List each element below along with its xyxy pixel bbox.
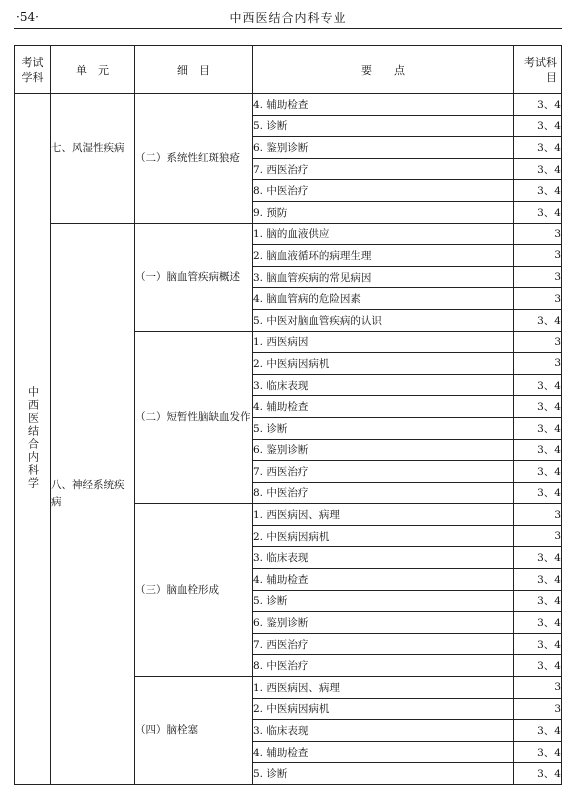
- item-name: （三）脑血栓形成: [135, 583, 219, 596]
- point-text: 3. 临床表现: [253, 547, 514, 569]
- point-text: 1. 脑的血液供应: [253, 223, 514, 245]
- point-text: 5. 诊断: [253, 115, 514, 137]
- exam-level: 3、4: [514, 590, 562, 612]
- column-header-level: 考试科目: [514, 46, 562, 94]
- exam-level: 3、4: [514, 439, 562, 461]
- exam-level: 3: [514, 353, 562, 375]
- exam-level: 3、4: [514, 158, 562, 180]
- item-name: （四）脑栓塞: [135, 724, 198, 737]
- point-text: 1. 西医病因、病理: [253, 504, 514, 526]
- exam-level: 3、4: [514, 655, 562, 677]
- point-text: 2. 中医病因病机: [253, 698, 514, 720]
- point-text: 2. 中医病因病机: [253, 525, 514, 547]
- exam-level: 3、4: [514, 741, 562, 763]
- point-text: 4. 辅助检查: [253, 94, 514, 116]
- point-text: 4. 辅助检查: [253, 741, 514, 763]
- exam-level: 3、4: [514, 94, 562, 116]
- point-text: 6. 鉴别诊断: [253, 137, 514, 159]
- exam-level: 3、4: [514, 396, 562, 418]
- item-cell: [135, 677, 253, 785]
- exam-level: 3: [514, 245, 562, 267]
- point-text: 8. 中医治疗: [253, 482, 514, 504]
- exam-level: 3: [514, 331, 562, 353]
- point-text: 3. 临床表现: [253, 720, 514, 742]
- page-number: ·54·: [16, 10, 39, 24]
- exam-level: 3、4: [514, 763, 562, 785]
- exam-level: 3: [514, 677, 562, 699]
- exam-level: 3、4: [514, 309, 562, 331]
- table-header-row: [15, 46, 562, 94]
- table-row: [15, 94, 562, 116]
- subject-cell: [15, 94, 51, 785]
- point-text: 1. 西医病因: [253, 331, 514, 353]
- exam-level: 3、4: [514, 180, 562, 202]
- exam-level: 3、4: [514, 201, 562, 223]
- unit-name: 八、神经系统疾病: [51, 478, 125, 508]
- item-cell: [135, 504, 253, 677]
- exam-level: 3: [514, 525, 562, 547]
- page-header: [14, 8, 562, 28]
- unit-name: 七、风湿性疾病: [51, 142, 125, 154]
- point-text: 7. 西医治疗: [253, 633, 514, 655]
- point-text: 5. 诊断: [253, 417, 514, 439]
- item-name: （一）脑血管疾病概述: [135, 270, 240, 283]
- point-text: 8. 中医治疗: [253, 655, 514, 677]
- point-text: 7. 西医治疗: [253, 158, 514, 180]
- exam-level: 3、4: [514, 137, 562, 159]
- point-text: 5. 中医对脑血管疾病的认识: [253, 309, 514, 331]
- exam-level: 3: [514, 266, 562, 288]
- exam-level: 3、4: [514, 374, 562, 396]
- point-text: 8. 中医治疗: [253, 180, 514, 202]
- point-text: 6. 鉴别诊断: [253, 612, 514, 634]
- running-title: 中西医结合内科专业: [229, 11, 347, 25]
- item-cell: [135, 223, 253, 331]
- exam-level: 3: [514, 504, 562, 526]
- point-text: 3. 脑血管疾病的常见病因: [253, 266, 514, 288]
- point-text: 6. 鉴别诊断: [253, 439, 514, 461]
- point-text: 4. 辅助检查: [253, 569, 514, 591]
- point-text: 4. 辅助检查: [253, 396, 514, 418]
- exam-level: 3、4: [514, 569, 562, 591]
- exam-level: 3、4: [514, 547, 562, 569]
- unit-cell: [51, 94, 135, 224]
- column-header-points: 要 点: [253, 46, 514, 94]
- point-text: 3. 临床表现: [253, 374, 514, 396]
- exam-level: 3、4: [514, 720, 562, 742]
- column-header-subject: 考试学科: [15, 46, 51, 94]
- item-cell: [135, 94, 253, 224]
- exam-level: 3、4: [514, 633, 562, 655]
- item-name: （二）短暂性脑缺血发作: [135, 410, 251, 423]
- point-text: 4. 脑血管病的危险因素: [253, 288, 514, 310]
- point-text: 2. 中医病因病机: [253, 353, 514, 375]
- syllabus-table: [14, 45, 562, 785]
- exam-level: 3: [514, 288, 562, 310]
- unit-cell: [51, 223, 135, 784]
- point-text: 7. 西医治疗: [253, 461, 514, 483]
- subject-name: 中西医结合内科学: [26, 385, 40, 490]
- column-header-item: 细 目: [135, 46, 253, 94]
- exam-level: 3、4: [514, 115, 562, 137]
- item-cell: [135, 331, 253, 504]
- table-row: [15, 223, 562, 245]
- column-header-unit: 单 元: [51, 46, 135, 94]
- exam-level: 3、4: [514, 612, 562, 634]
- header-rule: [14, 28, 562, 29]
- point-text: 5. 诊断: [253, 763, 514, 785]
- point-text: 2. 脑血液循环的病理生理: [253, 245, 514, 267]
- item-name: （二）系统性红斑狼疮: [135, 151, 240, 164]
- exam-level: 3: [514, 223, 562, 245]
- point-text: 9. 预防: [253, 201, 514, 223]
- exam-level: 3、4: [514, 461, 562, 483]
- exam-level: 3、4: [514, 417, 562, 439]
- point-text: 1. 西医病因、病理: [253, 677, 514, 699]
- exam-level: 3: [514, 698, 562, 720]
- point-text: 5. 诊断: [253, 590, 514, 612]
- exam-level: 3、4: [514, 482, 562, 504]
- table-body: [15, 94, 562, 785]
